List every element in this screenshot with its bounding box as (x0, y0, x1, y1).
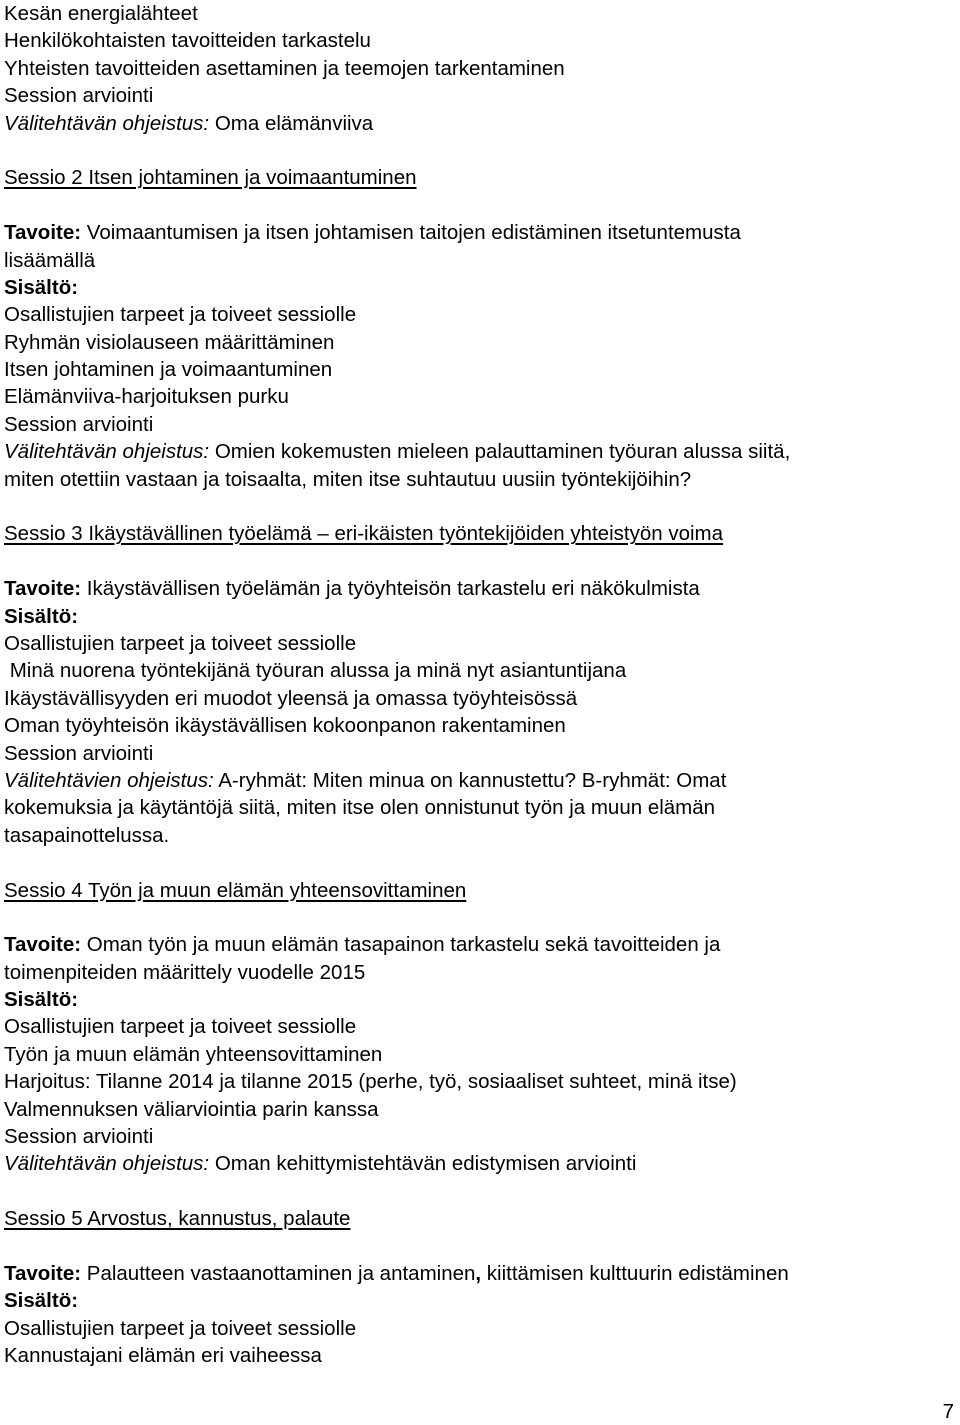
session4-item: Valmennuksen väliarviointia parin kanssa (4, 1097, 379, 1121)
session3-assignment-cont: kokemuksia ja käytäntöjä siitä, miten itse olen onnistunut työn ja muun elämän (4, 796, 716, 820)
session3-item: Ikäystävällisyyden eri muodot yleensä ja omassa työyhteisössä (4, 686, 578, 710)
page-number: 7 (942, 1400, 954, 1423)
session2-assignment (4, 438, 954, 465)
session2-goal-cont: lisäämällä (4, 248, 96, 272)
session3-goal (4, 575, 954, 602)
document-page (4, 0, 954, 1370)
goal-label: Tavoite: (4, 1261, 82, 1285)
session2-item: Session arviointi (4, 412, 154, 436)
assignment-text: Oma elämänviiva (209, 111, 374, 135)
session2-heading: Sessio 2 Itsen johtaminen ja voimaantuminen (4, 166, 417, 190)
goal-text: Oman työn ja muun elämän tasapainon tarkastelu sekä tavoitteiden ja (81, 933, 721, 957)
session2-content-label: Sisältö: (4, 275, 79, 299)
session1-item: Session arviointi (4, 84, 154, 108)
session3-heading: Sessio 3 Ikäystävällinen työelämä – eri-ikäisten työntekijöiden yhteistyön voima (4, 522, 724, 546)
session3-item: Osallistujien tarpeet ja toiveet sessiolle (4, 631, 357, 655)
session4-assignment (4, 1150, 954, 1177)
session2-goal (4, 219, 954, 246)
assignment-text: Oman kehittymistehtävän edistymisen arviointi (209, 1152, 637, 1176)
session3-item: Session arviointi (4, 741, 154, 765)
session4-goal-cont: toimenpiteiden määrittely vuodelle 2015 (4, 960, 366, 984)
session2-assignment-cont: miten otettiin vastaan ja toisaalta, miten itse suhtautuu uusiin työntekijöihin? (4, 467, 692, 491)
goal-label: Tavoite: (4, 577, 82, 601)
goal-label: Tavoite: (4, 221, 82, 245)
session4-item: Session arviointi (4, 1125, 154, 1149)
goal-text: Palautteen vastaanottaminen ja antaminen (81, 1261, 476, 1285)
session3-assignment-cont: tasapainottelussa. (4, 823, 170, 847)
session1-item: Yhteisten tavoitteiden asettaminen ja teemojen tarkentaminen (4, 56, 565, 80)
session3-assignment (4, 767, 954, 794)
session5-item: Osallistujien tarpeet ja toiveet sessiolle (4, 1316, 357, 1340)
session3-content-label: Sisältö: (4, 604, 79, 628)
assignment-label: Välitehtävän ohjeistus: (4, 440, 210, 464)
assignment-text: A-ryhmät: Miten minua on kannustettu? B-ryhmät: Omat (213, 768, 727, 792)
goal-comma: , (475, 1261, 482, 1285)
session1-assignment (4, 110, 954, 137)
session4-item: Työn ja muun elämän yhteensovittaminen (4, 1042, 383, 1066)
session4-item: Harjoitus: Tilanne 2014 ja tilanne 2015 (perhe, työ, sosiaaliset suhteet, minä itse) (4, 1070, 737, 1094)
session3-item: Oman työyhteisön ikäystävällisen kokoonpanon rakentaminen (4, 714, 566, 738)
session4-item: Osallistujien tarpeet ja toiveet sessiolle (4, 1015, 357, 1039)
session2-item: Ryhmän visiolauseen määrittäminen (4, 330, 335, 354)
session1-item: Kesän energialähteet (4, 2, 198, 25)
assignment-label: Välitehtävän ohjeistus: (4, 1152, 210, 1176)
session2-item: Elämänviiva-harjoituksen purku (4, 385, 289, 409)
goal-text: kiittämisen kulttuurin edistäminen (481, 1261, 789, 1285)
assignment-label: Välitehtävien ohjeistus: (4, 768, 214, 792)
assignment-text: Omien kokemusten mieleen palauttaminen työuran alussa siitä, (209, 440, 791, 464)
session5-goal (4, 1260, 954, 1287)
session3-item: Minä nuorena työntekijänä työuran alussa ja minä nyt asiantuntijana (4, 659, 627, 683)
goal-text: Voimaantumisen ja itsen johtamisen taitojen edistäminen itsetuntemusta (81, 221, 741, 245)
session5-item: Kannustajani elämän eri vaiheessa (4, 1344, 322, 1368)
session2-item: Itsen johtaminen ja voimaantuminen (4, 358, 333, 382)
goal-text: Ikäystävällisen työelämän ja työyhteisön tarkastelu eri näkökulmista (81, 577, 700, 601)
session1-item: Henkilökohtaisten tavoitteiden tarkastelu (4, 29, 371, 53)
assignment-label: Välitehtävän ohjeistus: (4, 111, 210, 135)
session4-goal (4, 931, 954, 958)
session4-content-label: Sisältö: (4, 988, 79, 1012)
session2-item: Osallistujien tarpeet ja toiveet sessiolle (4, 303, 357, 327)
session5-heading: Sessio 5 Arvostus, kannustus, palaute (4, 1207, 351, 1231)
goal-label: Tavoite: (4, 933, 82, 957)
session5-content-label: Sisältö: (4, 1289, 79, 1313)
session4-heading: Sessio 4 Työn ja muun elämän yhteensovittaminen (4, 878, 467, 902)
